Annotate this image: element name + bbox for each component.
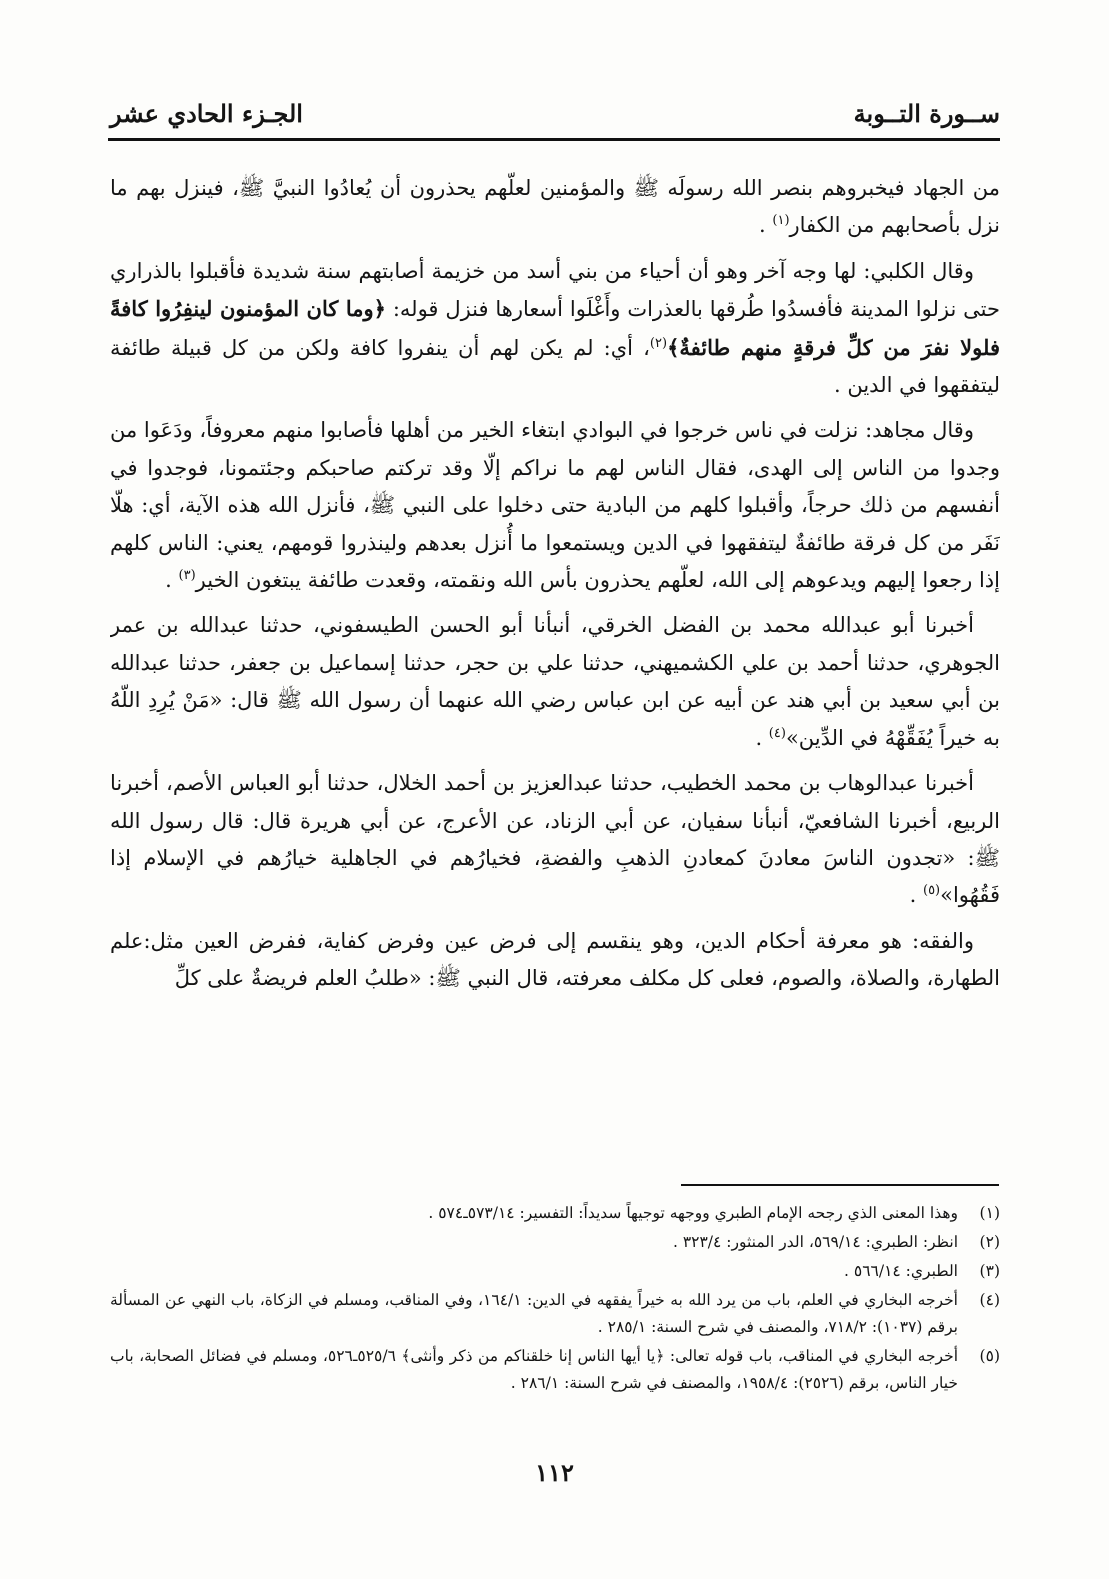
text-segment: أخبرنا عبدالوهاب بن محمد الخطيب، حدثنا عبدالعزيز بن أحمد الخلال، حدثنا أبو العباس الأصم، أخبرنا الربيع، أخبرنا الشافعيّ، أنبأنا سفيان، عن أبي الزناد، عن الأعرج، عن أبي هريرة قال: قال رسول الله ﷺ: «تجدون الناسَ معادنَ كمعادنِ الذهبِ والفضةِ، فخيارُهم في الجاهلية خيارُهم في الإسلام إذا فَقُهُوا»	[110, 771, 1000, 908]
footnote	[110, 1229, 1000, 1256]
footnote-ref: (١)	[772, 213, 790, 229]
paragraph	[110, 607, 1000, 757]
footnote-divider	[681, 1184, 999, 1186]
page-number: ١١٢	[535, 1458, 574, 1487]
footnote-text: وهذا المعنى الذي رجحه الإمام الطبري ووجهه توجيهاً سديداً: التفسير: ٥٧٣/١٤ـ٥٧٤ .	[428, 1204, 958, 1222]
footnote	[110, 1287, 1000, 1341]
running-header	[110, 88, 1000, 128]
footnotes	[110, 1200, 1000, 1399]
text-segment: .	[165, 568, 179, 593]
paragraph	[110, 170, 1000, 245]
footnote-number: (٣)	[979, 1262, 1000, 1280]
text-segment: وقال مجاهد: نزلت في ناس خرجوا في البوادي ابتغاء الخير من أهلها فأصابوا منهم معروفاً، ودَعَوا من وجدوا من الناس إلى الهدى، فقال الناس لهم ما نراكم إلّا وقد تركتم صاحبكم وجئتمونا، فوجدوا في أنفسهم من ذلك حرجاً، وأقبلوا كلهم من البادية حتى دخلوا على النبي ﷺ، فأنزل الله هذه الآية، أي: هلّا نَفَر من كل فرقة طائفةٌ ليتفقهوا في الدين ويستمعوا ما أُنزل بعدهم ولينذروا قومهم، يعني: الناس كلهم إذا رجعوا إليهم ويدعوهم إلى الله، لعلّهم يحذرون بأس الله ونقمته، وقعدت طائفة يبتغون الخير	[110, 418, 1000, 593]
text-segment: .	[909, 883, 923, 908]
footnote	[110, 1200, 1000, 1227]
footnote-text: انظر: الطبري: ٥٦٩/١٤، الدر المنثور: ٣٢٣/٤ .	[672, 1233, 958, 1251]
paragraph	[110, 253, 1000, 405]
text-segment: وقال الكلبي: لها وجه آخر وهو أن أحياء من بني أسد من خزيمة أصابتهم سنة شديدة فأقبلوا بالذراري حتى نزلوا المدينة فأفسدُوا طُرقها بالعذرات وأَغْلَوا أسعارها فنزل قوله:	[110, 258, 1000, 322]
text-segment: من الجهاد فيخبروهم بنصر الله رسولَه ﷺ والمؤمنين لعلّهم يحذرون أن يُعادُوا النبيَّ ﷺ، فينزل بهم ما نزل بأصحابهم من الكفار	[110, 176, 1000, 238]
text-segment: ، أي: لم يكن لهم أن ينفروا كافة ولكن من كل قبيلة طائفة ليتفقهوا في الدين .	[110, 335, 1000, 398]
quran-verse: ﴿وما كان المؤمنون لينفِرُوا كافةً فلولا نفرَ من كلِّ فرقةٍ منهم طائفةٌ﴾	[110, 296, 1000, 360]
text-segment: والفقه: هو معرفة أحكام الدين، وهو ينقسم إلى فرض عين وفرض كفاية، ففرض العين مثل:علم الطهارة، والصلاة، والصوم، فعلى كل مكلف معرفته، قال النبي ﷺ: «طلبُ العلم فريضةٌ على كلِّ	[110, 928, 1000, 991]
text-segment: .	[759, 213, 773, 238]
footnote-ref: (٥)	[922, 883, 941, 899]
footnote-number: (٥)	[979, 1347, 1000, 1365]
footnote-ref: (٤)	[768, 725, 786, 741]
footnote	[110, 1258, 1000, 1285]
footnote	[110, 1343, 1000, 1397]
main-text	[110, 170, 1000, 1180]
footnote-ref: (٢)	[649, 335, 668, 351]
footnote-number: (١)	[979, 1204, 1000, 1222]
text-segment: .	[755, 725, 769, 750]
footnote-number: (٢)	[979, 1233, 1000, 1251]
paragraph	[110, 412, 1000, 599]
surah-title: ســورة التــوبة	[853, 99, 1000, 128]
header-divider	[108, 138, 1000, 141]
volume-title: الجـزء الحادي عشر	[110, 99, 303, 128]
paragraph	[110, 923, 1000, 998]
paragraph	[110, 765, 1000, 915]
footnote-ref: (٣)	[178, 568, 196, 584]
text-segment: أخبرنا أبو عبدالله محمد بن الفضل الخرقي، أنبأنا أبو الحسن الطيسفوني، حدثنا عبدالله بن عمر الجوهري، حدثنا أحمد بن علي الكشميهني، حدثنا علي بن حجر، حدثنا إسماعيل بن جعفر، حدثنا عبدالله بن أبي سعيد بن أبي هند عن أبيه عن ابن عباس رضي الله عنهما أن رسول الله ﷺ قال: «مَنْ يُرِدِ اللّهُ به خيراً يُفَقِّهْهُ في الدِّين»	[110, 613, 1000, 750]
footnote-number: (٤)	[979, 1291, 1000, 1309]
footnote-text: أخرجه البخاري في العلم، باب من يرد الله به خيراً يفقهه في الدين: ١٦٤/١، وفي المناقب، ومسلم في الزكاة، باب النهي عن المسألة برقم (١٠٣٧): ٧١٨/٢، والمصنف في شرح السنة: ٢٨٥/١ .	[110, 1291, 958, 1336]
footnote-text: أخرجه البخاري في المناقب، باب قوله تعالى: ﴿يا أيها الناس إنا خلقناكم من ذكر وأنثى﴾ ٥٢٥/٦ـ٥٢٦، ومسلم في فضائل الصحابة، باب خيار الناس، برقم (٢٥٢٦): ١٩٥٨/٤، والمصنف في شرح السنة: ٢٨٦/١ .	[110, 1347, 958, 1392]
footnote-text: الطبري: ٥٦٦/١٤ .	[844, 1262, 958, 1280]
